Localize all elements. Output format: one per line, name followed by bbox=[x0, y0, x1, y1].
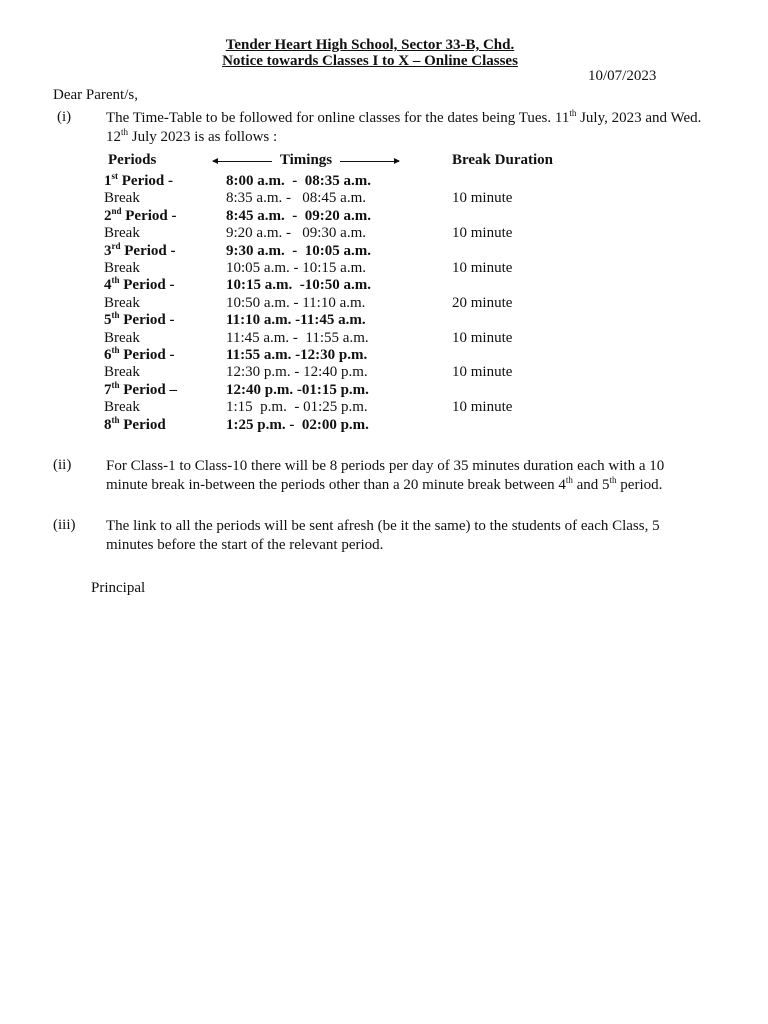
item-2-text: For Class-1 to Class-10 there will be 8 periods per day of 35 minutes duration each with a 10 minute break in-between the periods other than a 20 minute break between 4th and 5th period. bbox=[106, 458, 665, 493]
row-label: 1st Period - bbox=[104, 171, 173, 189]
item-3-number: (iii) bbox=[53, 517, 76, 533]
item-3-text: The link to all the periods will be sent afresh (be it the same) to the students of each Class, 5 minutes before the start of the relevant period. bbox=[106, 518, 660, 553]
row-timing: 8:35 a.m. - 08:45 a.m. bbox=[226, 190, 366, 207]
timetable-period-row bbox=[0, 240, 768, 260]
row-timing: 1:15 p.m. - 01:25 p.m. bbox=[226, 399, 368, 416]
notice-title: Notice towards Classes I to X – Online Classes bbox=[222, 53, 518, 69]
row-label: 8th Period bbox=[104, 414, 166, 433]
row-break-duration: 10 minute bbox=[452, 225, 513, 242]
row-label: Break bbox=[104, 260, 140, 276]
row-label: Break bbox=[104, 329, 140, 346]
arrow-left-icon bbox=[213, 161, 272, 162]
row-break-duration: 10 minute bbox=[452, 329, 513, 346]
timetable-period-row bbox=[0, 312, 768, 329]
row-timing: 12:40 p.m. -01:15 p.m. bbox=[226, 381, 369, 398]
row-label: Break bbox=[104, 364, 140, 381]
timetable-period-row bbox=[0, 414, 768, 434]
row-timing: 8:00 a.m. - 08:35 a.m. bbox=[226, 173, 371, 189]
row-timing: 10:15 a.m. -10:50 a.m. bbox=[226, 277, 371, 294]
row-timing: 9:20 a.m. - 09:30 a.m. bbox=[226, 225, 366, 242]
timetable-period-row bbox=[0, 173, 768, 190]
row-timing: 10:50 a.m. - 11:10 a.m. bbox=[226, 294, 366, 311]
item-2-number: (ii) bbox=[53, 457, 72, 473]
row-break-duration: 10 minute bbox=[452, 190, 513, 207]
row-timing: 1:25 p.m. - 02:00 p.m. bbox=[226, 416, 369, 433]
timetable-header-break: Break Duration bbox=[452, 152, 553, 168]
timetable-period-row bbox=[0, 379, 768, 399]
item-1-number: (i) bbox=[57, 109, 72, 125]
row-timing: 11:55 a.m. -12:30 p.m. bbox=[226, 347, 368, 363]
row-timing: 11:10 a.m. -11:45 a.m. bbox=[226, 312, 366, 329]
greeting: Dear Parent/s, bbox=[53, 87, 138, 103]
row-timing: 11:45 a.m. - 11:55 a.m. bbox=[226, 329, 369, 346]
row-break-duration: 10 minute bbox=[452, 399, 513, 416]
row-break-duration: 20 minute bbox=[452, 294, 513, 311]
row-label: 5th Period - bbox=[104, 310, 175, 329]
row-break-duration: 10 minute bbox=[452, 364, 513, 381]
timetable-header-timings: Timings bbox=[213, 152, 399, 169]
row-timing: 9:30 a.m. - 10:05 a.m. bbox=[226, 242, 371, 259]
row-timing: 8:45 a.m. - 09:20 a.m. bbox=[226, 207, 371, 224]
signature-principal: Principal bbox=[91, 580, 146, 596]
row-label: 3rd Period - bbox=[104, 240, 176, 259]
row-timing: 10:05 a.m. - 10:15 a.m. bbox=[226, 260, 366, 276]
row-label: Break bbox=[104, 225, 140, 242]
row-label: 4th Period - bbox=[104, 275, 175, 294]
timetable-period-row bbox=[0, 277, 768, 294]
timetable-period-row bbox=[0, 347, 768, 364]
row-break-duration: 10 minute bbox=[452, 260, 513, 276]
row-label: 7th Period – bbox=[104, 379, 178, 398]
arrow-right-icon bbox=[340, 161, 399, 162]
timetable-header-periods: Periods bbox=[108, 152, 157, 168]
item-1-text: The Time-Table to be followed for online classes for the dates being Tues. 11th July, 2023 and Wed. 12th July 2023 is as follows : bbox=[106, 108, 702, 145]
row-label: 6th Period - bbox=[104, 345, 175, 363]
school-title: Tender Heart High School, Sector 33-B, Chd. bbox=[225, 37, 515, 53]
row-label: Break bbox=[104, 190, 140, 207]
notice-date: 10/07/2023 bbox=[588, 68, 657, 84]
row-label: Break bbox=[104, 294, 140, 311]
row-label: Break bbox=[104, 399, 140, 416]
timetable-period-row bbox=[0, 205, 768, 225]
row-label: 2nd Period - bbox=[104, 205, 177, 224]
row-timing: 12:30 p.m. - 12:40 p.m. bbox=[226, 364, 368, 381]
